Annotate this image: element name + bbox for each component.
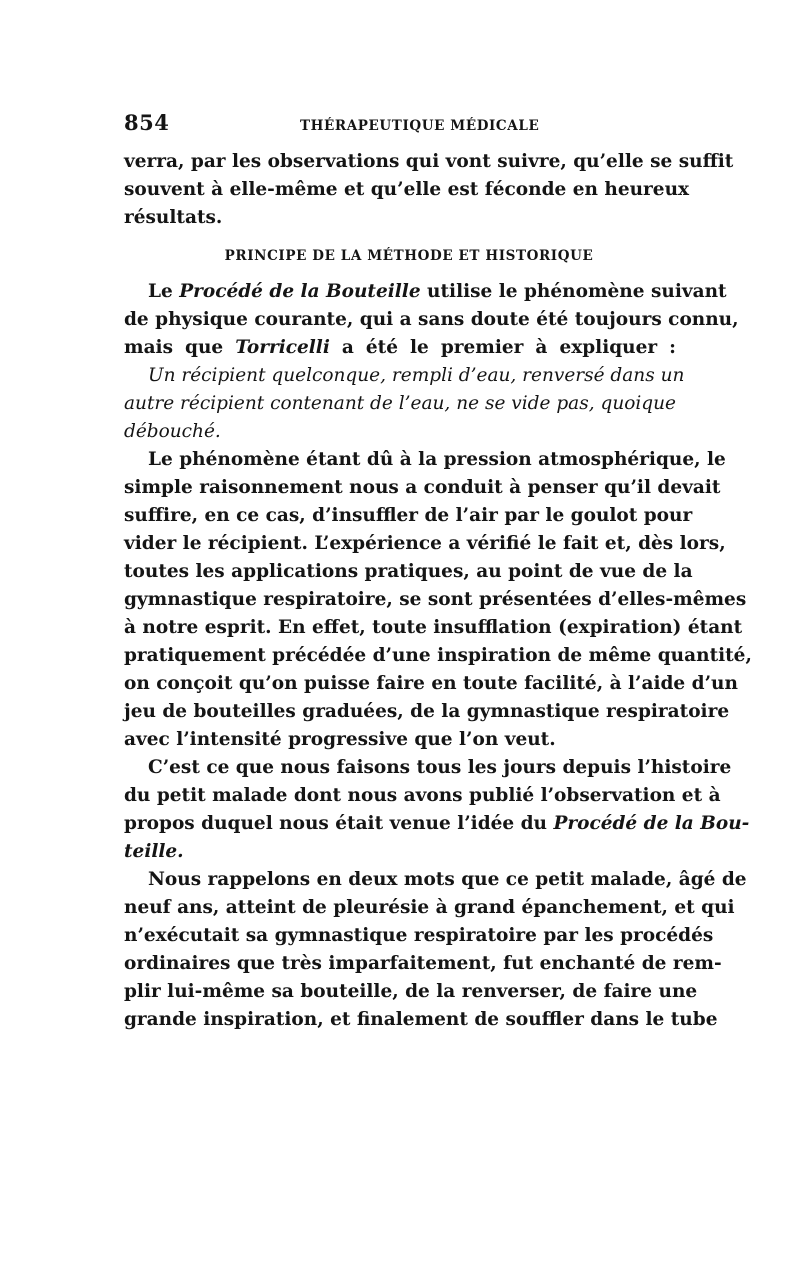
text-line: suffire, en ce cas, d’insuffler de l’air par le goulot pour (124, 505, 693, 526)
text-line (124, 278, 727, 306)
text-line: Nous rappelons en deux mots que ce petit malade, âgé de (148, 869, 747, 890)
text-line: neuf ans, atteint de pleurésie à grand épanchement, et qui (124, 897, 735, 918)
text-line: vider le récipient. L’expérience a vérifié le fait et, dès lors, (124, 533, 726, 554)
text-line (124, 334, 676, 362)
text-line: résultats. (124, 207, 223, 228)
section-heading: PRINCIPE DE LA MÉTHODE ET HISTORIQUE (224, 248, 594, 264)
text-run: utilise le phénomène suivant (420, 281, 727, 302)
body-text (124, 148, 752, 1034)
text-run: a été le premier à expliquer : (329, 337, 676, 358)
text-line: Le phénomène étant dû à la pression atmosphérique, le (148, 449, 726, 470)
text-run: propos duquel nous était venue l’idée du (124, 813, 554, 834)
paragraph-phenomenon (124, 446, 752, 754)
text-line: toutes les applications pratiques, au point de vue de la (124, 561, 693, 582)
text-line: à notre esprit. En effet, toute insufflation (expiration) étant (124, 617, 743, 638)
text-line: plir lui-même sa bouteille, de la renverser, de faire une (124, 981, 698, 1002)
text-line: gymnastique respiratoire, se sont présentées d’elles-mêmes (124, 589, 747, 610)
opening-paragraph (124, 148, 734, 232)
book-page (124, 100, 752, 1034)
text-line: jeu de bouteilles graduées, de la gymnastique respiratoire (124, 701, 730, 722)
text-line: on conçoit qu’on puisse faire en toute facilité, à l’aide d’un (124, 673, 738, 694)
text-line: débouché. (124, 421, 221, 442)
text-line: simple raisonnement nous a conduit à penser qu’il devait (124, 477, 721, 498)
text-line (124, 810, 750, 838)
text-run: Le (148, 281, 180, 302)
italic-term: teille. (124, 841, 184, 862)
text-line: de physique courante, qui a sans doute été toujours connu, (124, 309, 739, 330)
paragraph-principle (124, 278, 739, 362)
text-line: du petit malade dont nous avons publié l’observation et à (124, 785, 721, 806)
text-line: pratiquement précédée d’une inspiration de même quantité, (124, 645, 752, 666)
text-line: Un récipient quelconque, rempli d’eau, renversé dans un (148, 365, 685, 386)
italic-name: Torricelli (235, 337, 330, 358)
italic-term: Procédé de la Bou- (553, 813, 750, 834)
text-line: verra, par les observations qui vont suivre, qu’elle se suffit (124, 151, 734, 172)
running-title: THÉRAPEUTIQUE MÉDICALE (300, 118, 540, 134)
text-line: ordinaires que très imparfaitement, fut enchanté de rem- (124, 953, 722, 974)
text-line: avec l’intensité progressive que l’on veut. (124, 729, 556, 750)
italic-term: Procédé de la Bouteille (179, 281, 421, 302)
text-line: autre récipient contenant de l’eau, ne se vide pas, quoique (124, 393, 676, 414)
text-line: grande inspiration, et finalement de souffler dans le tube (124, 1009, 718, 1030)
text-line: n’exécutait sa gymnastique respiratoire par les procédés (124, 925, 714, 946)
text-run: mais que (124, 337, 236, 358)
paragraph-patient (124, 866, 747, 1034)
text-line (124, 838, 676, 866)
paragraph-history (124, 754, 750, 866)
text-line: souvent à elle-même et qu’elle est féconde en heureux (124, 179, 690, 200)
italic-quotation (124, 362, 685, 446)
running-head (124, 100, 676, 135)
page-number: 854 (124, 110, 170, 135)
text-line: C’est ce que nous faisons tous les jours depuis l’histoire (148, 757, 732, 778)
